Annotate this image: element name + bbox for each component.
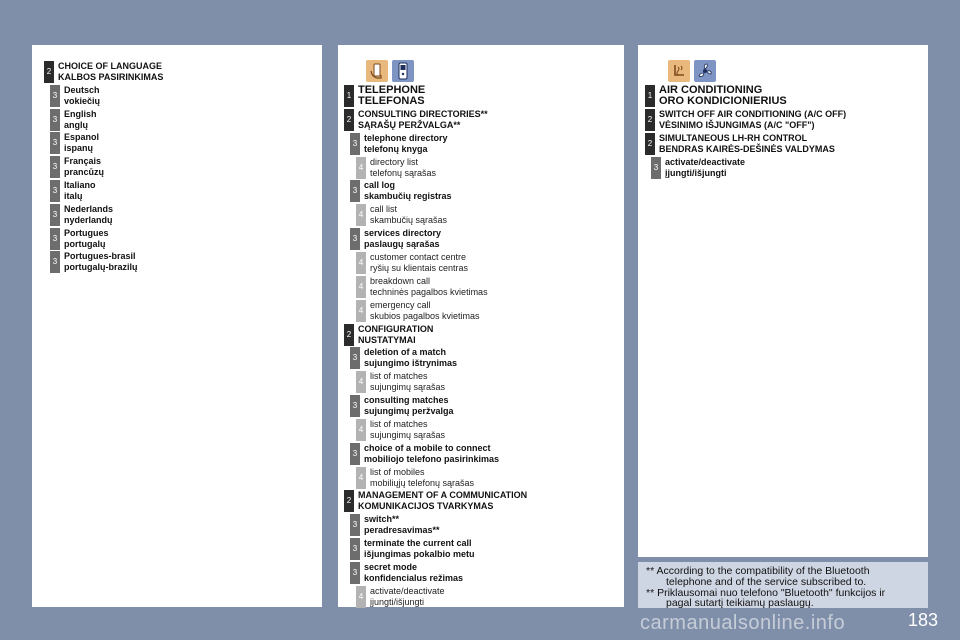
entry-line-lithuanian: skambučių registras: [364, 191, 452, 202]
entry-line-english: call list: [370, 204, 398, 215]
entry-line-english: terminate the current call: [364, 538, 472, 549]
level-badge: 3: [350, 347, 360, 369]
entry-text: [64, 251, 138, 273]
level-badge: 2: [645, 109, 655, 131]
entry-line-english: call log: [364, 180, 396, 191]
entry-text: [64, 228, 109, 250]
level-badge: 2: [645, 133, 655, 155]
footnote-box: [638, 562, 928, 608]
entry-text: [358, 490, 527, 512]
entry-text: [358, 85, 425, 107]
entry-line-english: English: [64, 108, 97, 119]
entry-line-lithuanian: nyderlandų: [64, 214, 113, 225]
entry-line-lithuanian: sujungimo ištrynimas: [364, 358, 458, 369]
entry-text: [364, 395, 454, 417]
entry-text: [64, 156, 104, 178]
level-badge: 4: [356, 204, 366, 226]
entry-line-english: deletion of a match: [364, 347, 447, 358]
entry-line-lithuanian: NUSTATYMAI: [358, 334, 416, 345]
entry-line-lithuanian: mobiliųjų telefonų sąrašas: [370, 477, 475, 488]
mobile-phone-icon: [392, 60, 414, 82]
entry-line-english: list of mobiles: [370, 466, 425, 477]
level-badge: 3: [50, 85, 60, 107]
entry-line-english: AIR CONDITIONING: [659, 84, 763, 96]
entry-line-english: customer contact centre: [370, 251, 467, 262]
entry-line-lithuanian: ispanų: [64, 143, 94, 154]
entry-line-english: breakdown call: [370, 275, 431, 286]
entry-line-lithuanian: išjungimas pokalbio metu: [364, 549, 475, 560]
entry-line-english: Portugues: [64, 227, 109, 238]
entry-line-lithuanian: įjungti/išjungti: [665, 167, 727, 178]
level-badge: 3: [350, 133, 360, 155]
entry-text: [370, 586, 445, 608]
phone-hand-icon: [366, 60, 388, 82]
entry-text: [659, 109, 846, 131]
entry-line-english: consulting matches: [364, 395, 449, 406]
entry-line-lithuanian: KALBOS PASIRINKIMAS: [58, 72, 164, 82]
entry-line-english: Deutsch: [64, 84, 100, 95]
entry-line-lithuanian: sujungimų sąrašas: [370, 429, 446, 440]
level-badge: 3: [350, 395, 360, 417]
entry-line-lithuanian: prancūzų: [64, 167, 105, 178]
entry-text: [64, 109, 97, 131]
level-badge: 3: [50, 156, 60, 178]
level-badge: 3: [50, 180, 60, 202]
level-badge: 2: [44, 61, 54, 83]
level-badge: 4: [356, 467, 366, 489]
entry-line-lithuanian: telefonų sąrašas: [370, 167, 437, 178]
entry-line-lithuanian: ORO KONDICIONIERIUS: [659, 95, 787, 107]
entry-line-lithuanian: skambučių sąrašas: [370, 215, 448, 226]
entry-text: [364, 347, 457, 369]
entry-line-english: SWITCH OFF AIR CONDITIONING (A/C OFF): [659, 108, 847, 119]
level-badge: 3: [350, 562, 360, 584]
entry-text: [364, 443, 499, 465]
seat-climate-icon: [668, 60, 690, 82]
entry-text: [364, 133, 448, 155]
entry-text: [364, 228, 441, 250]
level-badge: 4: [356, 419, 366, 441]
level-badge: 2: [344, 490, 354, 512]
level-badge: 3: [350, 180, 360, 202]
entry-line-english: list of matches: [370, 418, 428, 429]
entry-text: [370, 467, 474, 489]
level-badge: 4: [356, 252, 366, 274]
entry-line-english: TELEPHONE: [358, 84, 426, 96]
entry-text: [358, 324, 433, 346]
entry-line-lithuanian: vokiečių: [64, 95, 101, 106]
entry-line-lithuanian: KOMUNIKACIJOS TVARKYMAS: [358, 501, 494, 512]
level-badge: 1: [645, 85, 655, 107]
entry-line-lithuanian: įjungti/išjungti: [370, 596, 425, 607]
entry-text: [64, 85, 100, 107]
entry-text: [64, 132, 99, 154]
entry-line-english: Espanol: [64, 132, 100, 143]
entry-line-english: Italiano: [64, 180, 96, 190]
entry-line-english: services directory: [364, 228, 442, 239]
entry-line-english: emergency call: [370, 299, 431, 310]
level-badge: 3: [50, 228, 60, 250]
level-badge: 4: [356, 586, 366, 608]
watermark: carmanualsonline.info: [640, 612, 846, 634]
entry-line-lithuanian: peradresavimas**: [364, 525, 440, 536]
entry-line-lithuanian: anglų: [64, 119, 88, 130]
entry-line-lithuanian: mobiliojo telefono pasirinkimas: [364, 453, 500, 464]
entry-line-lithuanian: techninės pagalbos kvietimas: [370, 286, 488, 297]
footnote-line: telephone and of the service subscribed to.: [666, 576, 867, 588]
level-badge: 3: [350, 514, 360, 536]
entry-line-lithuanian: SĄRAŠŲ PERŽVALGA**: [358, 119, 461, 130]
entry-line-english: Portugues-brasil: [64, 251, 136, 262]
level-badge: 2: [344, 109, 354, 131]
entry-text: [370, 276, 488, 298]
level-badge: 4: [356, 371, 366, 393]
entry-text: [64, 180, 96, 202]
level-badge: 1: [344, 85, 354, 107]
level-badge: 3: [50, 251, 60, 273]
entry-text: [364, 514, 440, 536]
level-badge: 3: [651, 157, 661, 179]
level-badge: 3: [50, 204, 60, 226]
level-badge: 2: [344, 324, 354, 346]
entry-line-english: CONFIGURATION: [358, 323, 434, 334]
entry-line-lithuanian: portugalų-brazilų: [64, 262, 138, 273]
entry-text: [358, 109, 488, 131]
entry-line-english: MANAGEMENT OF A COMMUNICATION: [358, 490, 528, 501]
level-badge: 4: [356, 300, 366, 322]
footnote-line: ** According to the compatibility of the Bluetooth: [646, 565, 870, 577]
entry-line-english: switch**: [364, 514, 400, 525]
entry-text: [665, 157, 745, 179]
fan-climate-icon: [694, 60, 716, 82]
level-badge: 4: [356, 157, 366, 179]
entry-line-english: Français: [64, 156, 102, 167]
entry-text: [58, 61, 163, 83]
entry-line-lithuanian: skubios pagalbos kvietimas: [370, 310, 480, 321]
level-badge: 3: [50, 132, 60, 154]
entry-text: [659, 133, 835, 155]
entry-text: [364, 562, 463, 584]
entry-line-lithuanian: VĖSINIMO IŠJUNGIMAS (A/C "OFF"): [659, 119, 815, 130]
entry-text: [659, 85, 787, 107]
page-number: 183: [908, 610, 939, 630]
entry-line-english: secret mode: [364, 562, 418, 572]
entry-line-lithuanian: konfidencialus režimas: [364, 573, 464, 583]
entry-line-lithuanian: italų: [64, 191, 83, 201]
entry-line-english: Nederlands: [64, 203, 114, 214]
entry-text: [64, 204, 113, 226]
entry-line-lithuanian: telefonų knyga: [364, 143, 428, 154]
entry-text: [370, 419, 445, 441]
entry-line-lithuanian: portugalų: [64, 238, 106, 249]
entry-text: [370, 371, 445, 393]
level-badge: 3: [350, 443, 360, 465]
footnote-line: pagal sutartį teikiamų paslaugų.: [666, 597, 814, 609]
entry-line-english: list of matches: [370, 371, 428, 382]
entry-line-english: activate/deactivate: [665, 156, 746, 167]
entry-text: [370, 157, 436, 179]
entry-line-english: CONSULTING DIRECTORIES**: [358, 108, 488, 119]
entry-text: [370, 300, 480, 322]
entry-text: [370, 252, 468, 274]
entry-line-english: SIMULTANEOUS LH-RH CONTROL: [659, 132, 808, 143]
entry-text: [364, 538, 475, 560]
entry-line-english: directory list: [370, 156, 419, 167]
level-badge: 3: [350, 228, 360, 250]
entry-line-english: CHOICE OF LANGUAGE: [58, 61, 163, 71]
footnote-line: ** Priklausomai nuo telefono "Bluetooth" funkcijos ir: [646, 587, 886, 599]
entry-line-lithuanian: TELEFONAS: [358, 95, 425, 107]
level-badge: 3: [50, 109, 60, 131]
entry-line-lithuanian: sujungimų sąrašas: [370, 382, 446, 393]
entry-line-lithuanian: sujungimų peržvalga: [364, 406, 454, 417]
entry-text: [370, 204, 447, 226]
level-badge: 4: [356, 276, 366, 298]
entry-line-lithuanian: paslaugų sąrašas: [364, 239, 440, 250]
entry-text: [364, 180, 452, 202]
entry-line-english: activate/deactivate: [370, 585, 445, 596]
entry-line-english: telephone directory: [364, 132, 448, 143]
entry-line-lithuanian: BENDRAS KAIRĖS-DEŠINĖS VALDYMAS: [659, 143, 835, 154]
entry-line-english: choice of a mobile to connect: [364, 442, 491, 453]
entry-line-lithuanian: ryšių su klientais centras: [370, 262, 469, 273]
level-badge: 3: [350, 538, 360, 560]
